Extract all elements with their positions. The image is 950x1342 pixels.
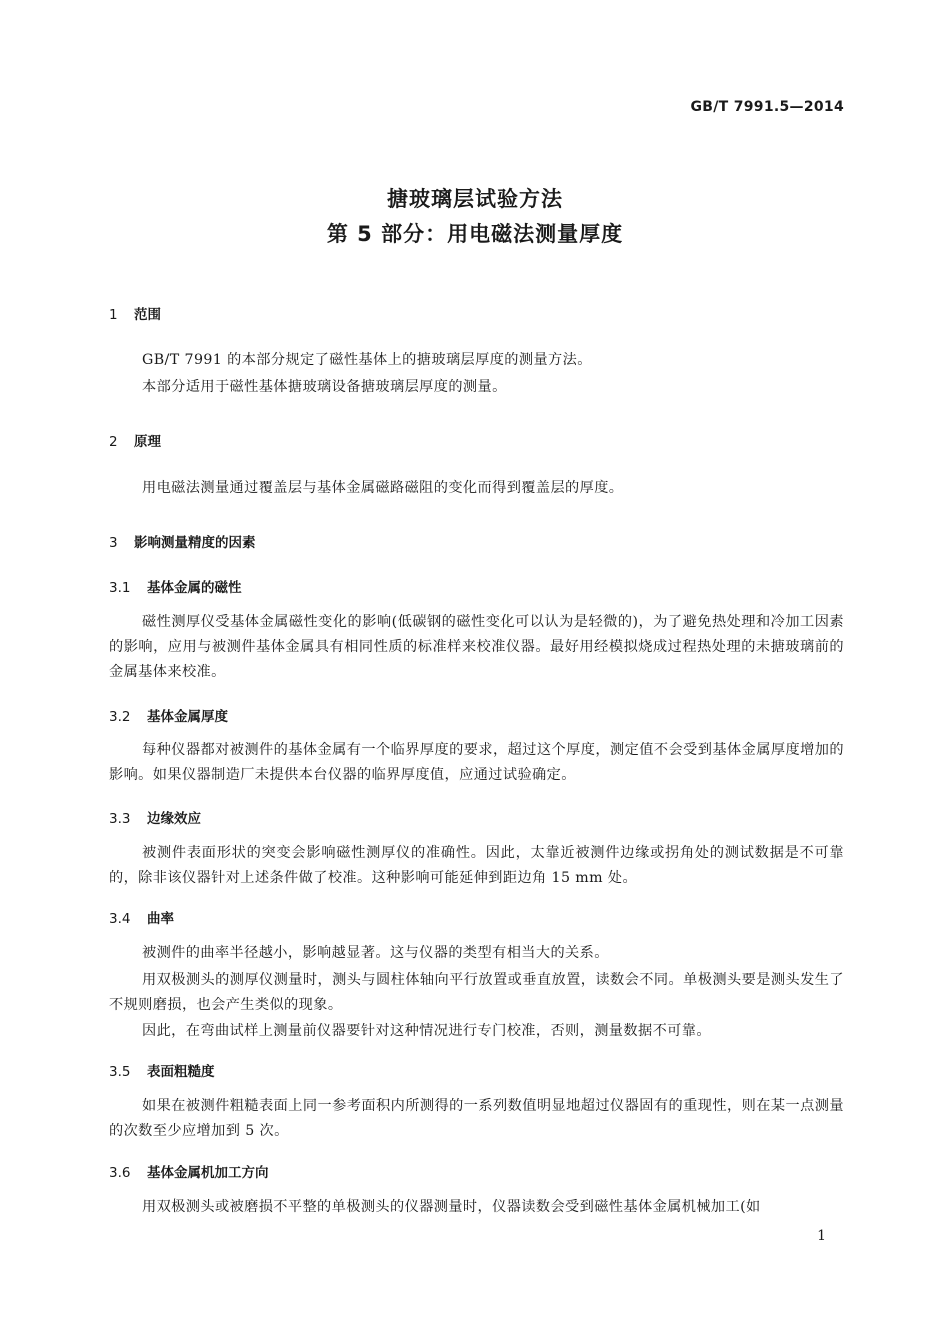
paragraph: 每种仪器都对被测件的基体金属有一个临界厚度的要求，超过这个厚度，测定值不会受到基体金属厚度增加的影响。如果仪器制造厂未提供本台仪器的临界厚度值，应通过试验确定。 bbox=[109, 742, 844, 783]
section-number: 3.2 bbox=[109, 709, 131, 725]
paragraph: 本部分适用于磁性基体搪玻璃设备搪玻璃层厚度的测量。 bbox=[142, 379, 507, 395]
document-subtitle: 第 5 部分：用电磁法测量厚度 bbox=[326, 222, 624, 246]
section-title: 范围 bbox=[134, 307, 161, 323]
standard-number: GB/T 7991.5—2014 bbox=[690, 99, 844, 115]
section-heading-1 bbox=[109, 303, 161, 323]
paragraph: 用双极测头或被磨损不平整的单极测头的仪器测量时，仪器读数会受到磁性基体金属机械加工(如 bbox=[142, 1199, 761, 1215]
paragraph: 磁性测厚仪受基体金属磁性变化的影响(低碳钢的磁性变化可以认为是轻微的)，为了避免热处理和冷加工因素的影响，应用与被测件基体金属具有相同性质的标准样来校准仪器。最好用经模拟烧成过程热处理的未搪玻璃前的金属基体来校准。 bbox=[109, 614, 844, 680]
subsection-heading-3-5 bbox=[109, 1060, 215, 1080]
section-number: 3.3 bbox=[109, 811, 131, 827]
section-title: 影响测量精度的因素 bbox=[134, 535, 256, 551]
section-heading-3 bbox=[109, 531, 256, 551]
paragraph: 被测件的曲率半径越小，影响越显著。这与仪器的类型有相当大的关系。 bbox=[142, 945, 609, 961]
section-number: 1 bbox=[109, 307, 118, 323]
section-number: 2 bbox=[109, 434, 118, 450]
document-title: 搪玻璃层试验方法 bbox=[387, 187, 563, 211]
page-number: 1 bbox=[817, 1228, 826, 1244]
paragraph: 用双极测头的测厚仪测量时，测头与圆柱体轴向平行放置或垂直放置，读数会不同。单极测头要是测头发生了不规则磨损，也会产生类似的现象。 bbox=[109, 972, 844, 1013]
subsection-heading-3-3 bbox=[109, 807, 201, 827]
section-number: 3.5 bbox=[109, 1064, 131, 1080]
subsection-heading-3-2 bbox=[109, 705, 228, 725]
paragraph: 用电磁法测量通过覆盖层与基体金属磁路磁阻的变化而得到覆盖层的厚度。 bbox=[142, 480, 624, 496]
subsection-heading-3-1 bbox=[109, 576, 242, 596]
section-number: 3.1 bbox=[109, 580, 131, 596]
section-title: 边缘效应 bbox=[147, 811, 201, 827]
section-title: 表面粗糙度 bbox=[147, 1064, 215, 1080]
paragraph: 如果在被测件粗糙表面上同一参考面积内所测得的一系列数值明显地超过仪器固有的重现性，则在某一点测量的次数至少应增加到 5 次。 bbox=[109, 1098, 844, 1139]
section-number: 3.4 bbox=[109, 911, 131, 927]
subsection-heading-3-6 bbox=[109, 1161, 269, 1181]
section-number: 3.6 bbox=[109, 1165, 131, 1181]
section-title: 基体金属的磁性 bbox=[147, 580, 242, 596]
section-heading-2 bbox=[109, 430, 161, 450]
paragraph: GB/T 7991 的本部分规定了磁性基体上的搪玻璃层厚度的测量方法。 bbox=[142, 352, 592, 368]
paragraph: 被测件表面形状的突变会影响磁性测厚仪的准确性。因此，太靠近被测件边缘或拐角处的测试数据是不可靠的，除非该仪器针对上述条件做了校准。这种影响可能延伸到距边角 15 mm 处。 bbox=[109, 845, 844, 886]
section-title: 曲率 bbox=[147, 911, 174, 927]
section-title: 基体金属机加工方向 bbox=[147, 1165, 269, 1181]
section-title: 基体金属厚度 bbox=[147, 709, 228, 725]
paragraph: 因此，在弯曲试样上测量前仪器要针对这种情况进行专门校准，否则，测量数据不可靠。 bbox=[142, 1023, 711, 1039]
section-title: 原理 bbox=[134, 434, 161, 450]
section-number: 3 bbox=[109, 535, 118, 551]
subsection-heading-3-4 bbox=[109, 907, 174, 927]
